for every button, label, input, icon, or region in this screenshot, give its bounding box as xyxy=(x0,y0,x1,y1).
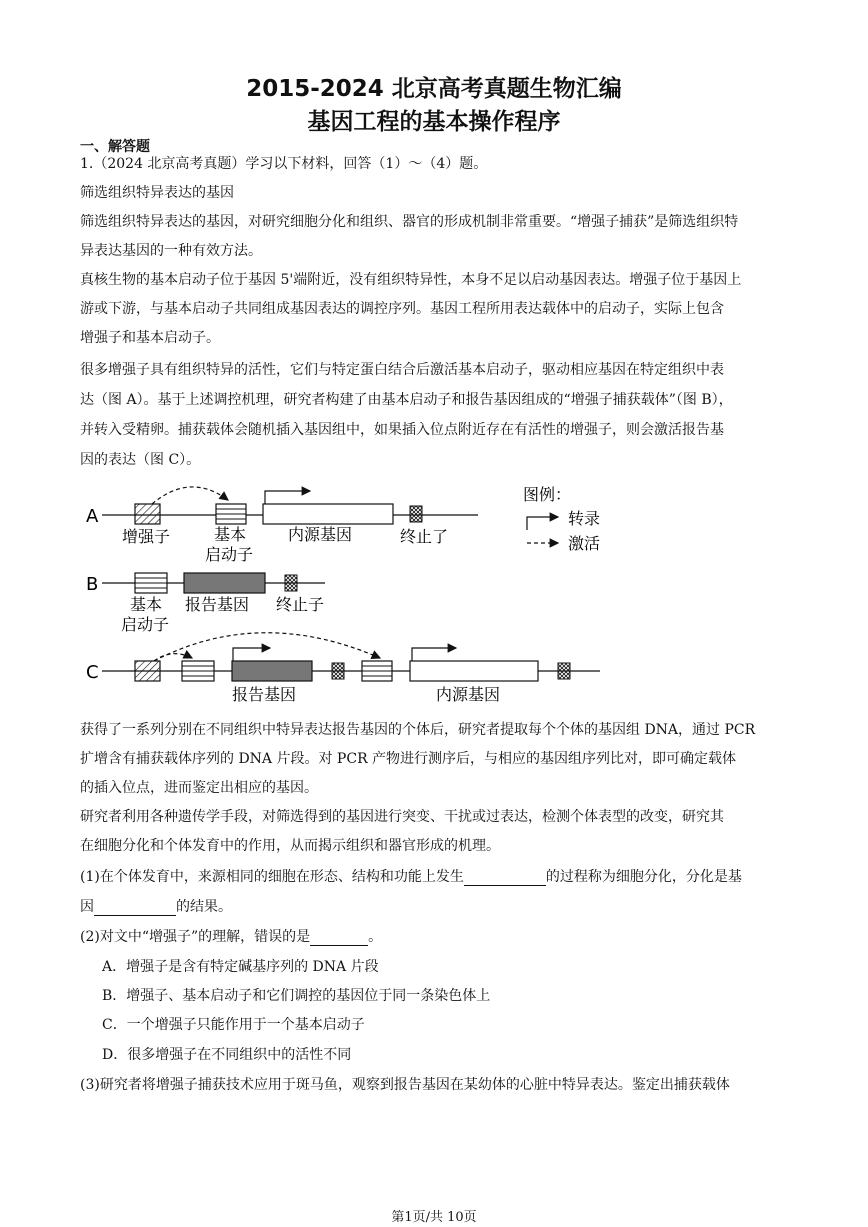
passage-line: 筛选组织特异表达的基因，对研究细胞分化和组织、器官的形成机制非常重要。“增强子捕获”是筛选组织特 xyxy=(80,214,739,230)
passage-title: 筛选组织特异表达的基因 xyxy=(80,185,234,201)
answer-blank[interactable] xyxy=(94,901,176,916)
endogenous-gene-label: 内源基因 xyxy=(436,685,501,704)
endogenous-gene-label: 内源基因 xyxy=(288,525,353,544)
passage-line: 很多增强子具有组织特异的活性，它们与特定蛋白结合后激活基本启动子，驱动相应基因在特定组织中表 xyxy=(80,362,724,378)
basic-promoter-label: 基本 xyxy=(130,595,163,614)
gene-diagram xyxy=(80,478,640,710)
activation-arrow xyxy=(154,654,192,661)
passage-line: 异表达基因的一种有效方法。 xyxy=(80,243,262,259)
question-text: 的结果。 xyxy=(176,899,232,915)
basic-promoter-box xyxy=(182,661,214,681)
enhancer-label: 增强子 xyxy=(122,527,171,546)
legend-transcription-arrow xyxy=(527,517,558,530)
question-1-cont xyxy=(80,898,792,916)
question-2 xyxy=(80,928,792,946)
terminator-box xyxy=(558,663,570,679)
passage-line: 在细胞分化和个体发育中的作用，从而揭示组织和器官形成的机理。 xyxy=(80,838,500,854)
activation-arrow xyxy=(152,487,228,504)
reporter-gene-box xyxy=(184,573,265,593)
section-heading: 一、解答题 xyxy=(80,139,150,155)
basic-promoter-label: 基本 xyxy=(214,525,247,544)
passage-line: 达（图 A）。基于上述调控机理，研究者构建了由基本启动子和报告基因组成的“增强子捕获载体”（图 B）， xyxy=(80,392,733,408)
passage-line: 游或下游，与基本启动子共同组成基因表达的调控序列。基因工程所用表达载体中的启动子，实际上包含 xyxy=(80,301,724,317)
basic-promoter-label: 启动子 xyxy=(121,615,170,634)
transcription-arrow xyxy=(265,491,310,504)
question-text: 因 xyxy=(80,899,94,915)
option-a[interactable]: A．增强子是含有特定碱基序列的 DNA 片段 xyxy=(102,959,379,975)
terminator-box xyxy=(285,575,297,591)
passage-line: 研究者利用各种遗传学手段，对筛选得到的基因进行突变、干扰或过表达，检测个体表型的改变，研究其 xyxy=(80,809,724,825)
passage-line: 的插入位点，进而鉴定出相应的基因。 xyxy=(80,780,318,796)
passage-line: 真核生物的基本启动子位于基因 5'端附近，没有组织特异性，本身不足以启动基因表达。增强子位于基因上 xyxy=(80,272,742,288)
question-text: 。 xyxy=(368,929,383,945)
question-1-intro: 1.（2024 北京高考真题）学习以下材料，回答（1）～（4）题。 xyxy=(80,156,488,172)
row-b-label: B xyxy=(86,574,99,595)
page-subtitle: 基因工程的基本操作程序 xyxy=(307,109,561,135)
terminator-label: 终止子 xyxy=(276,595,325,614)
basic-promoter-box xyxy=(135,573,167,593)
transcription-arrow xyxy=(233,648,270,661)
reporter-gene-box xyxy=(232,661,312,681)
enhancer-box xyxy=(135,661,160,681)
page-title: 2015-2024 北京高考真题生物汇编 xyxy=(246,76,622,102)
enhancer-box xyxy=(135,504,160,524)
question-1 xyxy=(80,868,792,886)
question-3: (3)研究者将增强子捕获技术应用于斑马鱼，观察到报告基因在某幼体的心脏中特异表达。鉴定出捕获载体 xyxy=(80,1077,730,1093)
reporter-gene-label: 报告基因 xyxy=(232,685,297,704)
question-text: (2)对文中“增强子”的理解，错误的是 xyxy=(80,929,311,945)
row-c-label: C xyxy=(86,662,99,683)
option-c[interactable]: C．一个增强子只能作用于一个基本启动子 xyxy=(102,1017,365,1033)
question-text: 的过程称为细胞分化，分化是基 xyxy=(545,869,742,885)
legend-activation-label: 激活 xyxy=(568,534,601,553)
legend-transcription-label: 转录 xyxy=(568,509,601,528)
terminator-box xyxy=(410,506,422,522)
question-text: (1)在个体发育中，来源相同的细胞在形态、结构和功能上发生 xyxy=(80,869,464,885)
basic-promoter-box xyxy=(216,504,246,524)
passage-line: 增强子和基本启动子。 xyxy=(80,330,220,346)
row-a-label: A xyxy=(86,506,99,527)
answer-blank[interactable] xyxy=(310,931,368,946)
endogenous-gene-box xyxy=(263,504,393,524)
basic-promoter-label: 启动子 xyxy=(205,545,254,564)
passage-line: 扩增含有捕获载体序列的 DNA 片段。对 PCR 产物进行测序后，与相应的基因组序列比对，即可确定载体 xyxy=(80,751,737,767)
reporter-gene-label: 报告基因 xyxy=(185,595,250,614)
passage-line: 并转入受精卵。捕获载体会随机插入基因组中，如果插入位点附近存在有活性的增强子，则会激活报告基 xyxy=(80,422,724,438)
terminator-box xyxy=(332,663,344,679)
legend-title: 图例： xyxy=(523,485,572,504)
terminator-label: 终止了 xyxy=(400,527,449,546)
basic-promoter-box xyxy=(362,661,392,681)
passage-line: 获得了一系列分别在不同组织中特异表达报告基因的个体后，研究者提取每个个体的基因组 DNA，通过 PCR xyxy=(80,722,756,738)
endogenous-gene-box xyxy=(410,661,538,681)
answer-blank[interactable] xyxy=(464,871,546,886)
passage-line: 因的表达（图 C）。 xyxy=(80,452,201,468)
option-d[interactable]: D．很多增强子在不同组织中的活性不同 xyxy=(102,1047,352,1063)
option-b[interactable]: B．增强子、基本启动子和它们调控的基因位于同一条染色体上 xyxy=(102,988,491,1004)
transcription-arrow xyxy=(412,648,456,661)
page-footer: 第1页/共 10页 xyxy=(391,1210,477,1225)
